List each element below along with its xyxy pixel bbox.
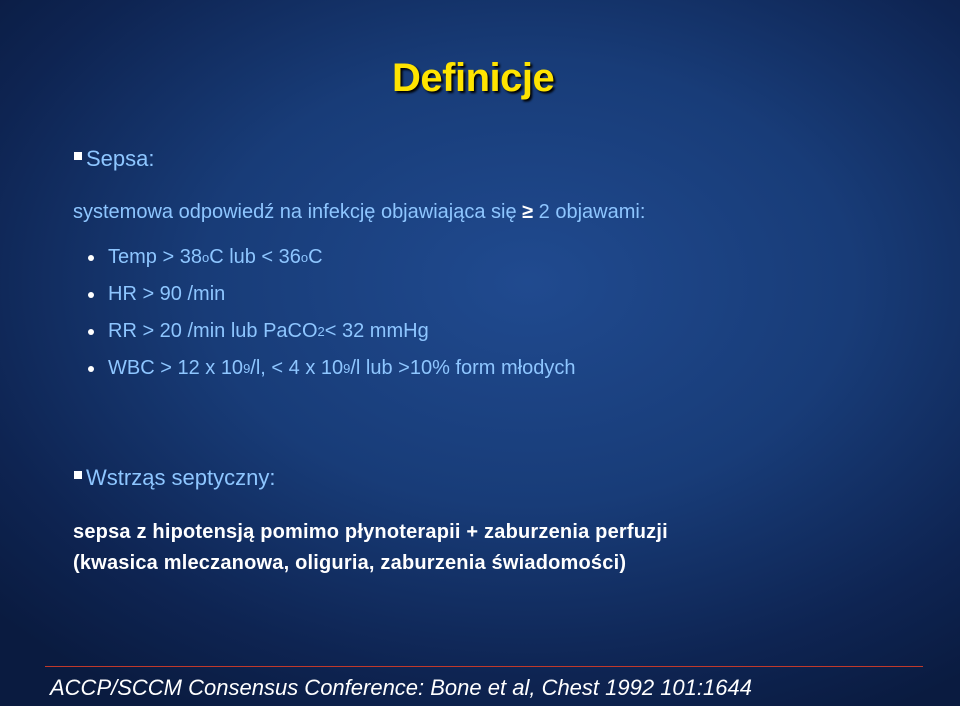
criterion-text: HR > 90 /min: [108, 283, 226, 305]
greater-equal-symbol: ≥: [522, 201, 534, 223]
criterion-wbc: [88, 350, 575, 387]
criterion-text: Temp > 38: [108, 246, 202, 268]
shock-heading-label: Wstrząs septyczny:: [86, 465, 276, 490]
square-bullet-icon: [74, 152, 82, 160]
shock-definition-line1: sepsa z hipotensją pomimo płynoterapii + zaburzenia perfuzji: [73, 521, 668, 543]
round-bullet-icon: [88, 329, 94, 335]
slide-title: Definicje: [392, 56, 555, 100]
square-bullet-icon: [74, 471, 82, 479]
round-bullet-icon: [88, 255, 94, 261]
criterion-text: /l, < 4 x 10: [250, 357, 344, 379]
shock-heading: [74, 465, 275, 491]
sepsis-criteria-list: [88, 239, 575, 387]
superscript: o: [201, 250, 210, 265]
sepsis-heading-label: Sepsa:: [86, 146, 155, 171]
superscript: 9: [243, 361, 251, 376]
criterion-text: RR > 20 /min lub PaCO: [108, 320, 318, 342]
sepsis-definition-suffix: 2 objawami:: [533, 201, 646, 223]
superscript: 9: [343, 361, 351, 376]
subscript: 2: [317, 324, 325, 339]
superscript: o: [300, 250, 309, 265]
criterion-text: C: [308, 246, 323, 268]
round-bullet-icon: [88, 292, 94, 298]
shock-definition-line2: (kwasica mleczanowa, oliguria, zaburzenia świadomości): [73, 552, 627, 574]
criterion-text: WBC > 12 x 10: [108, 357, 244, 379]
sepsis-heading: [74, 146, 155, 172]
sepsis-definition-text: systemowa odpowiedź na infekcję objawiająca się: [73, 201, 523, 223]
shock-definition: [73, 517, 668, 579]
criterion-text: < 32 mmHg: [324, 320, 429, 342]
criterion-temp: [88, 239, 575, 276]
criterion-text: C lub < 36: [209, 246, 301, 268]
criterion-rr: [88, 313, 575, 350]
sepsis-definition: [73, 201, 645, 224]
footer-divider: [45, 666, 923, 667]
criterion-hr: [88, 276, 575, 313]
criterion-text: /l lub >10% form młodych: [350, 357, 576, 379]
footer-citation: ACCP/SCCM Consensus Conference: Bone et al, Chest 1992 101:1644: [50, 675, 752, 700]
round-bullet-icon: [88, 366, 94, 372]
